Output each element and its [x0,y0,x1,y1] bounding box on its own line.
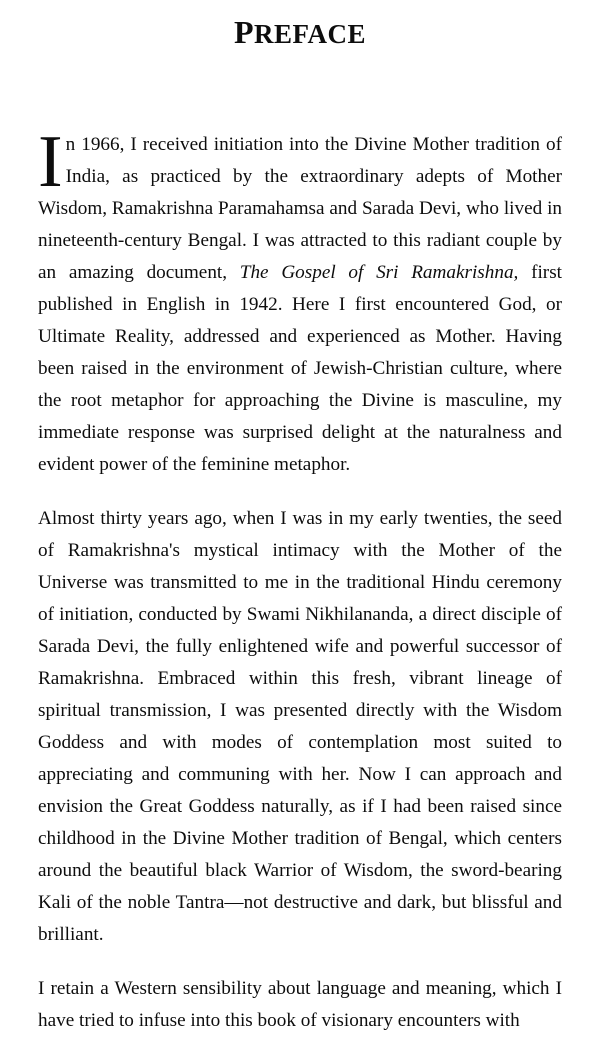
page-title [38,0,562,51]
page-title-first-letter: P [233,14,255,50]
paragraph-1-lead: n 1966, I received initiation into the Divine Mother tradition of India, as practiced by the extraordinary adepts of Mother Wisdom, Ramakrishna Paramahamsa and Sarada Devi, who lived in nineteenth-century Bengal. I was attracted to this radiant couple by an amazing document, [38,134,562,283]
paragraph-1-tail: first published in English in 1942. Here I first encountered God, or Ultimate Reality, addressed and experienced as Mother. Having been raised in the environment of Jewish-Christian culture, where the root metaphor for approaching the Divine is masculine, my immediate response was surprised delight at the naturalness and evident power of the feminine metaphor. [38,262,562,475]
paragraph-1 [38,121,562,481]
paragraph-3: I retain a Western sensibility about language and meaning, which I have tried to infuse into this book of visionary encounters with [38,978,562,1031]
paragraph-2: Almost thirty years ago, when I was in my early twenties, the seed of Ramakrishna's mystical intimacy with the Mother of the Universe was transmitted to me in the traditional Hindu ceremony of initiation, conducted by Swami Nikhilananda, a direct disciple of Sarada Devi, the fully enlightened wife and powerful successor of Ramakrishna. Embraced within this fresh, vibrant lineage of spiritual transmission, I was presented directly with the Wisdom Goddess and with modes of contemplation most suited to appreciating and communing with her. Now I can approach and envision the Great Goddess naturally, as if I had been raised since childhood in the Divine Mother tradition of Bengal, which centers around the beautiful black Warrior of Wisdom, the sword-bearing Kali of the noble Tantra—not destructive and dark, but blissful and brilliant. [38,508,562,945]
drop-cap: I [38,121,63,203]
body-text [38,121,562,1037]
page-title-rest: REFACE [254,19,367,49]
book-title-citation: The Gospel of Sri Ramakrishna, [239,262,519,283]
